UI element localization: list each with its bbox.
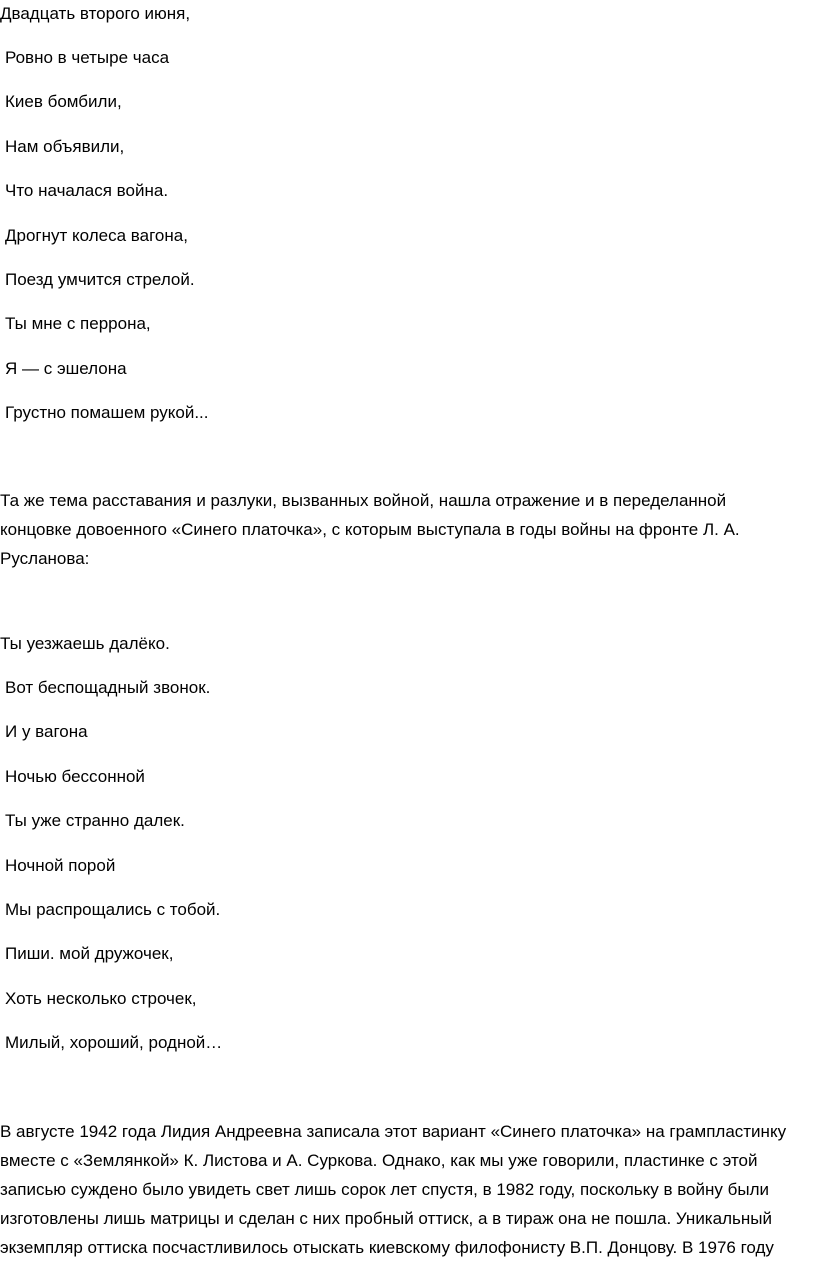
- verse-line: Вот беспощадный звонок.: [5, 678, 211, 697]
- verse-line: Киев бомбили,: [5, 92, 122, 111]
- paragraph-line: концовке довоенного «Синего платочка», с которым выступала в годы войны на фронте Л. А.: [0, 520, 740, 539]
- verse-line: Хоть несколько строчек,: [5, 989, 197, 1008]
- verse-line: Ночью бессонной: [5, 767, 145, 786]
- verse-line: Ты уезжаешь далёко.: [0, 634, 170, 653]
- paragraph-line: изготовлены лишь матрицы и сделан с них пробный оттиск, а в тираж она не пошла. Уникальный: [0, 1209, 772, 1228]
- verse-line: Я — с эшелона: [5, 359, 127, 378]
- paragraph-line: записью суждено было увидеть свет лишь сорок лет спустя, в 1982 году, поскольку в войну были: [0, 1180, 769, 1199]
- verse-line: Дрогнут колеса вагона,: [5, 226, 188, 245]
- verse-line: Нам объявили,: [5, 137, 125, 156]
- verse-line: Двадцать второго июня,: [0, 4, 191, 23]
- paragraph-line: вместе с «Землянкой» К. Листова и А. Суркова. Однако, как мы уже говорили, пластинке с этой: [0, 1151, 758, 1170]
- verse-line: И у вагона: [5, 722, 88, 741]
- paragraph-line: экземпляр оттиска посчастливилось отыскать киевскому филофонисту В.П. Донцову. В 1976 году: [0, 1238, 774, 1257]
- paragraph-line: Русланова:: [0, 549, 90, 568]
- verse-line: Ты уже странно далек.: [5, 811, 185, 830]
- verse-line: Пиши. мой дружочек,: [5, 944, 174, 963]
- verse-line: Что началася война.: [5, 181, 169, 200]
- verse-line: Милый, хороший, родной…: [5, 1033, 223, 1052]
- verse-line: Ровно в четыре часа: [5, 48, 170, 67]
- verse-line: Мы распрощались с тобой.: [5, 900, 221, 919]
- verse-line: Грустно помашем рукой...: [5, 403, 209, 422]
- paragraph-2: [0, 1117, 800, 1262]
- verse-line: Ты мне с перрона,: [5, 314, 151, 333]
- verse-line: Поезд умчится стрелой.: [5, 270, 195, 289]
- paragraph-1: [0, 486, 800, 573]
- verse-line: Ночной порой: [5, 856, 116, 875]
- paragraph-line: В августе 1942 года Лидия Андреевна записала этот вариант «Синего платочка» на грампластинку: [0, 1122, 787, 1141]
- paragraph-line: Та же тема расставания и разлуки, вызванных войной, нашла отражение и в переделанной: [0, 491, 727, 510]
